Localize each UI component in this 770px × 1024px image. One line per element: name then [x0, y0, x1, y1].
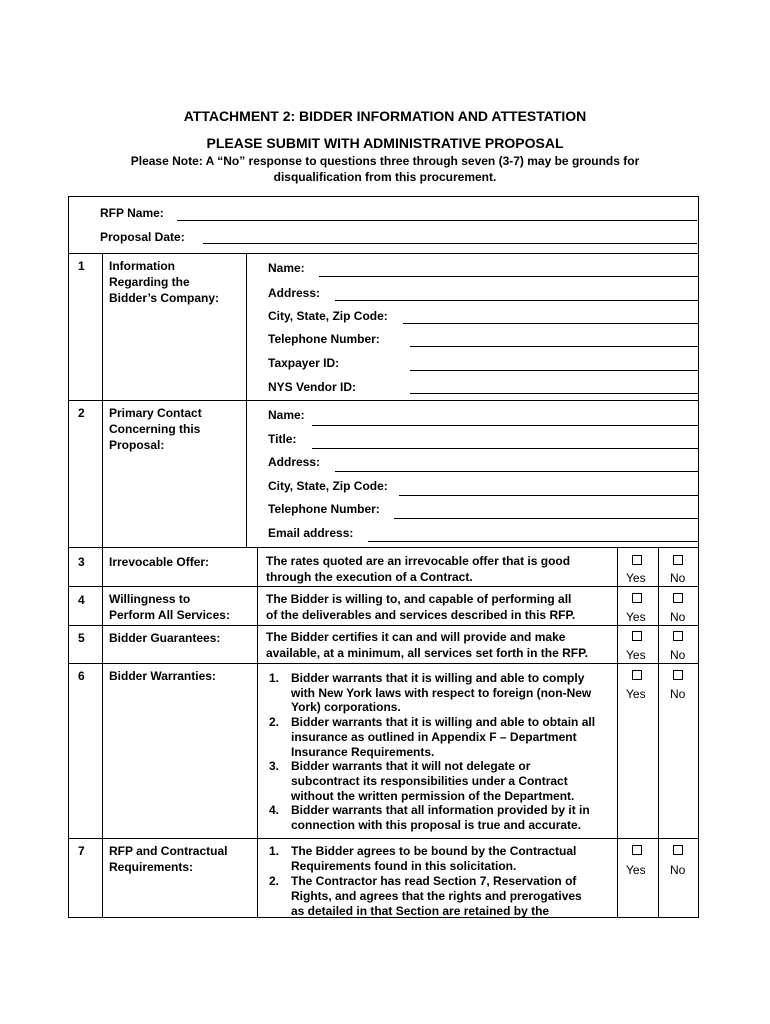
contact-city-field[interactable] — [399, 495, 699, 496]
row-number: 1 — [78, 259, 85, 273]
no-label: No — [670, 687, 686, 701]
list-item-line: Bidder warrants that it is willing and able to comply — [291, 671, 585, 685]
no-checkbox[interactable] — [673, 670, 683, 680]
row3-text: through the execution of a Contract. — [266, 570, 473, 584]
row4-label: Perform All Services: — [109, 608, 230, 622]
list-item-line: Requirements found in this solicitation. — [291, 859, 517, 873]
no-checkbox[interactable] — [673, 631, 683, 641]
column-divider — [246, 253, 247, 547]
company-city-field[interactable] — [403, 323, 699, 324]
row7-label: RFP and Contractual — [109, 844, 228, 858]
contact-email-field[interactable] — [368, 541, 699, 542]
yes-label: Yes — [626, 571, 646, 585]
row-divider — [69, 547, 699, 548]
yes-checkbox[interactable] — [632, 593, 642, 603]
row5-text: The Bidder certifies it can and will provide and make — [266, 630, 566, 644]
no-label: No — [670, 648, 686, 662]
company-address-label: Address: — [268, 286, 321, 300]
company-city-label: City, State, Zip Code: — [268, 309, 388, 323]
row-divider — [69, 253, 699, 254]
list-item-line: The Bidder agrees to be bound by the Contractual — [291, 844, 577, 858]
row3-label: Irrevocable Offer: — [109, 555, 210, 569]
row5-label: Bidder Guarantees: — [109, 631, 221, 645]
proposal-date-label: Proposal Date: — [100, 230, 185, 244]
row-number: 3 — [78, 555, 85, 569]
contact-email-label: Email address: — [268, 526, 354, 540]
list-item-line: Insurance Requirements. — [291, 744, 435, 759]
row-number: 4 — [78, 593, 85, 607]
list-item-line: Bidder warrants that it will not delegate or — [291, 759, 531, 774]
company-name-field[interactable] — [319, 276, 699, 277]
yes-label: Yes — [626, 648, 646, 662]
list-item-line: Bidder warrants that it is willing and able to obtain all — [291, 715, 596, 730]
contact-name-label: Name: — [268, 408, 305, 422]
row-divider — [69, 586, 699, 587]
list-item-number: 2. — [269, 715, 280, 730]
row2-label: Concerning this — [109, 422, 201, 436]
no-checkbox[interactable] — [673, 845, 683, 855]
company-phone-label: Telephone Number: — [268, 332, 380, 346]
list-item-line: subcontract its responsibilities under a Contract — [291, 773, 568, 788]
taxpayer-id-field[interactable] — [410, 370, 699, 371]
no-label: No — [670, 863, 686, 877]
contact-city-label: City, State, Zip Code: — [268, 479, 388, 493]
row3-text: The rates quoted are an irrevocable offer that is good — [266, 554, 571, 568]
yes-label: Yes — [626, 863, 646, 877]
yes-checkbox[interactable] — [632, 670, 642, 680]
yes-checkbox[interactable] — [632, 845, 642, 855]
taxpayer-id-label: Taxpayer ID: — [268, 356, 340, 370]
yes-checkbox[interactable] — [632, 631, 642, 641]
column-divider — [102, 253, 103, 918]
column-divider — [658, 547, 659, 918]
yes-label: Yes — [626, 610, 646, 624]
list-item-number: 1. — [269, 671, 280, 685]
row2-label: Primary Contact — [109, 406, 202, 420]
list-item-line: connection with this proposal is true and accurate. — [291, 818, 582, 832]
contact-address-field[interactable] — [335, 471, 699, 472]
company-name-label: Name: — [268, 261, 305, 275]
row6-label: Bidder Warranties: — [109, 669, 216, 683]
list-item-line: without the written permission of the Department. — [291, 788, 575, 803]
rfp-name-label: RFP Name: — [100, 206, 164, 220]
row2-label: Proposal: — [109, 438, 165, 452]
row4-text: of the deliverables and services described in this RFP. — [266, 608, 576, 622]
yes-label: Yes — [626, 687, 646, 701]
no-checkbox[interactable] — [673, 593, 683, 603]
no-label: No — [670, 571, 686, 585]
page-title: ATTACHMENT 2: BIDDER INFORMATION AND ATTESTATION — [183, 108, 587, 124]
row1-label: Information — [109, 259, 175, 273]
list-item-line: York) corporations. — [291, 700, 401, 715]
vendor-id-field[interactable] — [410, 393, 699, 394]
row4-label: Willingness to — [109, 592, 191, 606]
row-number: 7 — [78, 844, 85, 858]
row-divider — [69, 663, 699, 664]
row-number: 6 — [78, 669, 85, 683]
rfp-name-field[interactable] — [177, 220, 697, 221]
row-divider — [69, 838, 699, 839]
proposal-date-field[interactable] — [203, 243, 697, 244]
row7-label: Requirements: — [109, 860, 194, 874]
row4-text: The Bidder is willing to, and capable of performing all — [266, 592, 572, 606]
row1-label: Bidder’s Company: — [109, 291, 220, 305]
row-divider — [69, 400, 699, 401]
contact-title-label: Title: — [268, 432, 297, 446]
list-item-line: Rights, and agrees that the rights and prerogatives — [291, 889, 582, 903]
list-item-line: with New York laws with respect to foreign (non-New — [291, 685, 592, 700]
list-item-number: 3. — [269, 759, 280, 774]
column-divider — [617, 547, 618, 918]
list-item-line: insurance as outlined in Appendix F – Department — [291, 729, 577, 744]
no-label: No — [670, 610, 686, 624]
contact-title-field[interactable] — [312, 448, 699, 449]
page-subtitle: PLEASE SUBMIT WITH ADMINISTRATIVE PROPOSAL — [206, 135, 564, 151]
row5-text: available, at a minimum, all services set forth in the RFP. — [266, 646, 588, 660]
list-item-number: 2. — [269, 874, 280, 888]
row-number: 2 — [78, 406, 85, 420]
row1-label: Regarding the — [109, 275, 190, 289]
company-address-field[interactable] — [335, 300, 699, 301]
bidder-form-table — [68, 196, 699, 918]
list-item-line: Bidder warrants that all information provided by it in — [291, 803, 590, 818]
list-item-line: The Contractor has read Section 7, Reservation of — [291, 874, 577, 888]
list-item-number: 1. — [269, 844, 280, 858]
contact-name-field[interactable] — [312, 425, 699, 426]
contact-address-label: Address: — [268, 455, 321, 469]
page-note: Please Note: A “No” response to questions three through seven (3-7) may be grounds for disqualification from this procurement. — [130, 154, 640, 184]
list-item-number: 4. — [269, 803, 280, 818]
list-item-line: as detailed in that Section are retained by the — [291, 904, 550, 918]
contact-phone-field[interactable] — [394, 518, 699, 519]
company-phone-field[interactable] — [410, 346, 699, 347]
row-divider — [69, 625, 699, 626]
contact-phone-label: Telephone Number: — [268, 502, 380, 516]
yes-checkbox[interactable] — [632, 555, 642, 565]
column-divider — [257, 547, 258, 918]
row-number: 5 — [78, 631, 85, 645]
vendor-id-label: NYS Vendor ID: — [268, 380, 357, 394]
no-checkbox[interactable] — [673, 555, 683, 565]
